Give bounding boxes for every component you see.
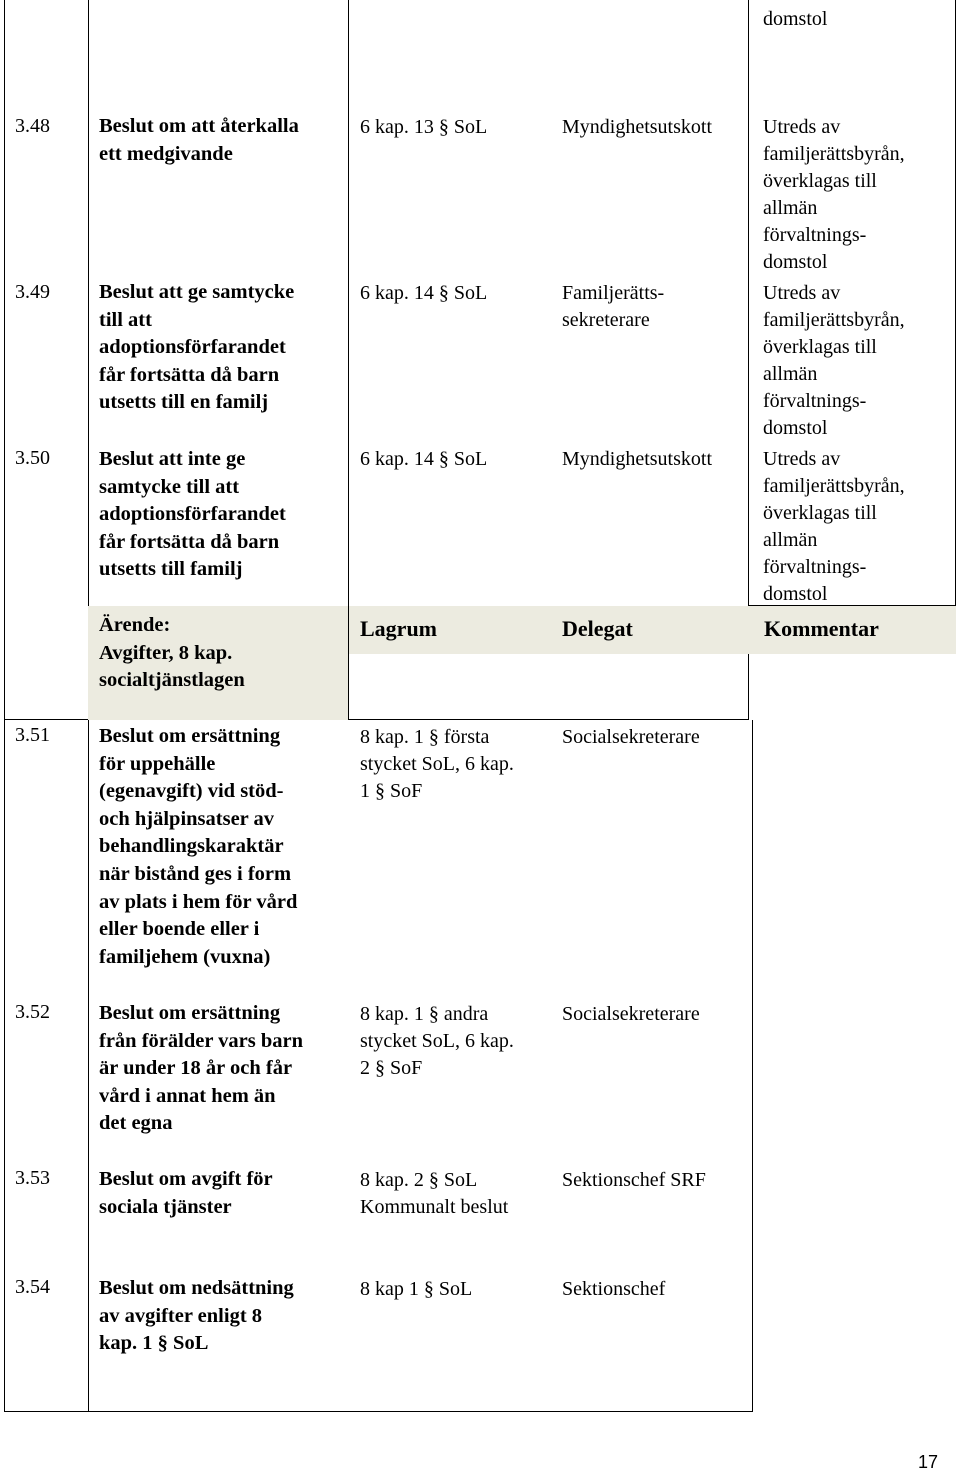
row-number: 3.48	[15, 115, 50, 137]
row-number: 3.54	[15, 1276, 50, 1298]
delegat-text: Myndighetsutskott	[562, 448, 713, 470]
delegat-text: Socialsekreterare	[562, 1003, 700, 1025]
row-number: 3.53	[15, 1167, 50, 1189]
column-header-lagrum: Lagrum	[360, 616, 437, 641]
decision-text: Beslut om ersättning från förälder vars barn är under 18 år och får vård i annat hem än det egna	[99, 1002, 304, 1135]
column-header-kommentar: Kommentar	[764, 616, 879, 641]
delegat-text: Sektionschef SRF	[562, 1169, 706, 1191]
delegat-text: Sektionschef	[562, 1278, 666, 1300]
section-header-row	[349, 606, 956, 654]
section-case-title: Ärende: Avgifter, 8 kap. socialtjänstlagen	[99, 614, 245, 692]
row-number: 3.49	[15, 281, 50, 303]
lagrum-text: 6 kap. 14 § SoL	[360, 282, 488, 304]
comment-text: Utreds av familjerättsbyrån, överklagas till allmän förvaltnings- domstol	[763, 448, 905, 605]
column-divider	[88, 720, 89, 1412]
comment-text: Utreds av familjerättsbyrån, överklagas till allmän förvaltnings- domstol	[763, 116, 905, 273]
comment-text: Utreds av familjerättsbyrån, överklagas till allmän förvaltnings- domstol	[763, 282, 905, 439]
column-header-delegat: Delegat	[562, 616, 633, 641]
lagrum-text: 8 kap. 1 § första stycket SoL, 6 kap. 1 § SoF	[360, 726, 514, 802]
lagrum-text: 8 kap. 2 § SoL Kommunalt beslut	[360, 1169, 509, 1218]
decision-text: Beslut att inte ge samtycke till att adoptionsförfarandet får fortsätta då barn utsetts till familj	[99, 448, 286, 581]
decision-text: Beslut om att återkalla ett medgivande	[99, 115, 299, 165]
delegat-text: Familjerätts- sekreterare	[562, 282, 665, 331]
delegat-text: Myndighetsutskott	[562, 116, 713, 138]
decision-text: Beslut om nedsättning av avgifter enligt 8 kap. 1 § SoL	[99, 1277, 294, 1355]
decision-text: Beslut om avgift för sociala tjänster	[99, 1168, 273, 1218]
decision-text: Beslut om ersättning för uppehälle (egenavgift) vid stöd- och hjälpinsatser av behandlingskaraktär när bistånd ges i form av plats i hem för vård eller boende eller i familjehem (vuxna)	[99, 725, 298, 968]
lagrum-text: 6 kap. 13 § SoL	[360, 116, 488, 138]
lagrum-text: 8 kap 1 § SoL	[360, 1278, 473, 1300]
row-number: 3.50	[15, 447, 50, 469]
decision-text: Beslut att ge samtycke till att adoptionsförfarandet får fortsätta då barn utsetts till en familj	[99, 281, 295, 414]
delegat-text: Socialsekreterare	[562, 726, 700, 748]
row-number: 3.51	[15, 724, 50, 746]
lagrum-text: 8 kap. 1 § andra stycket SoL, 6 kap. 2 § SoF	[360, 1003, 514, 1079]
row-number: 3.52	[15, 1001, 50, 1023]
page-number: 17	[918, 1452, 939, 1472]
comment-text: domstol	[763, 8, 828, 30]
lagrum-text: 6 kap. 14 § SoL	[360, 448, 488, 470]
